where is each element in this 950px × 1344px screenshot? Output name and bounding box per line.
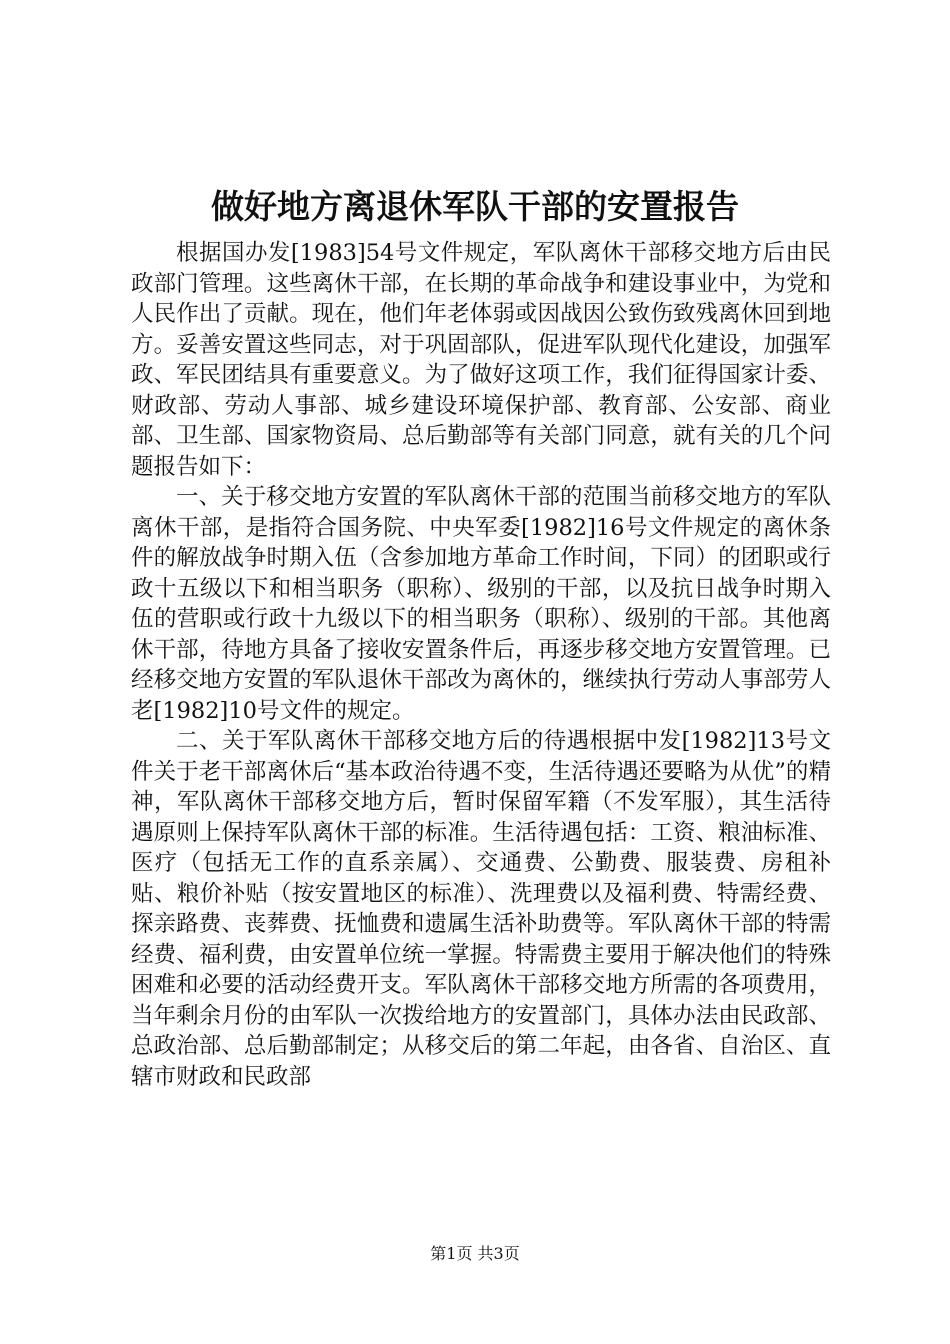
paragraph-section-one: 一、关于移交地方安置的军队离休干部的范围当前移交地方的军队离休干部，是指符合国务院、中央军委[1982]16号文件规定的离休条件的解放战争时期入伍（含参加地方革命工作时间，下同）的团职或行政十五级以下和相当职务（职称）、级别的干部，以及抗日战争时期入伍的营职或行政十九级以下的相当职务（职称）、级别的干部。其他离休干部，待地方具备了接收安置条件后，再逐步移交地方安置管理。已经移交地方安置的军队退休干部改为离休的，继续执行劳动人事部劳人老[1982]10号文件的规定。 xyxy=(131,484,831,724)
paragraph-intro: 根据国办发[1983]54号文件规定，军队离休干部移交地方后由民政部门管理。这些离休干部，在长期的革命战争和建设事业中，为党和人民作出了贡献。现在，他们年老体弱或因战因公致伤致残离休回到地方。妥善安置这些同志，对于巩固部队，促进军队现代化建设，加强军政、军民团结具有重要意义。为了做好这项工作，我们征得国家计委、财政部、劳动人事部、城乡建设环境保护部、教育部、公安部、商业部、卫生部、国家物资局、总后勤部等有关部门同意，就有关的几个问题报告如下： xyxy=(131,240,831,480)
page-number-footer: 第1页 共3页 xyxy=(430,1244,520,1263)
document-body xyxy=(131,238,831,1092)
document-title: 做好地方离退休军队干部的安置报告 xyxy=(211,187,739,226)
paragraph-section-two: 二、关于军队离休干部移交地方后的待遇根据中发[1982]13号文件关于老干部离休后“基本政治待遇不变，生活待遇还要略为从优”的精神，军队离休干部移交地方后，暂时保留军籍（不发军服），其生活待遇原则上保持军队离休干部的标准。生活待遇包括：工资、粮油标准、医疗（包括无工作的直系亲属）、交通费、公勤费、服装费、房租补贴、粮价补贴（按安置地区的标准）、洗理费以及福利费、特需经费、探亲路费、丧葬费、抚恤费和遗属生活补助费等。军队离休干部的特需经费、福利费，由安置单位统一掌握。特需费主要用于解决他们的特殊困难和必要的活动经费开支。军队离休干部移交地方所需的各项费用，当年剩余月份的由军队一次拨给地方的安置部门，具体办法由民政部、总政治部、总后勤部制定；从移交后的第二年起，由各省、自治区、直辖市财政和民政部 xyxy=(131,728,831,1090)
